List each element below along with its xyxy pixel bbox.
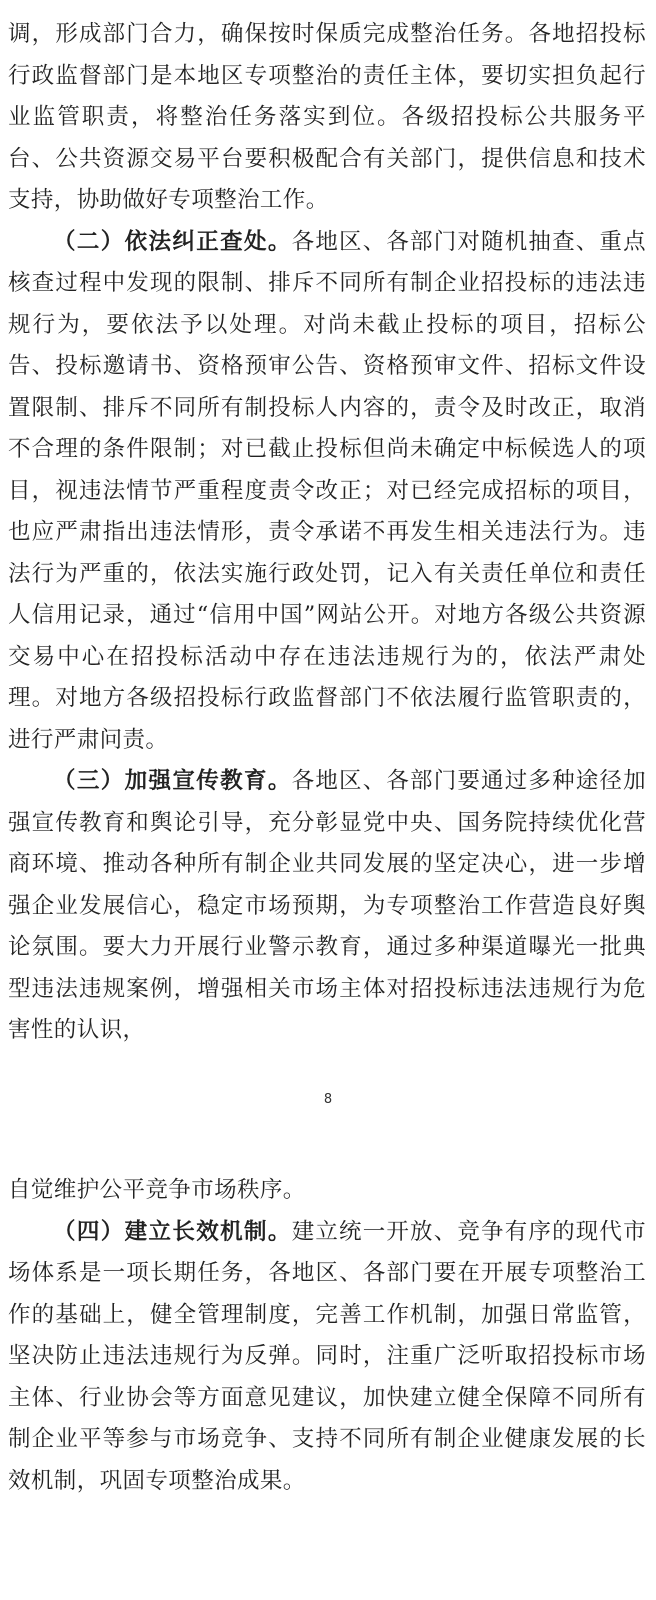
paragraph-section-3-publicity — [8, 761, 646, 1052]
paragraph-body-text: 各地区、各部门要通过多种途径加强宣传教育和舆论引导，充分彰显党中央、国务院持续优化营商环境、推动各种所有制企业共同发展的坚定决心，进一步增强企业发展信心，稳定市场预期，为专项整治工作营造良好舆论氛围。要大力开展行业警示教育，通过多种渠道曝光一批典型违法违规案例，增强相关市场主体对招投标违法违规行为危害性的认识， — [8, 768, 646, 1043]
section-heading-2: （二）依法纠正查处。 — [53, 228, 292, 255]
page-upper-text-block — [8, 14, 646, 1052]
paragraph-section-2-correction — [8, 222, 646, 762]
section-heading-3: （三）加强宣传教育。 — [53, 768, 292, 794]
section-heading-4: （四）建立长效机制。 — [53, 1218, 292, 1245]
paragraph-body-text: 建立统一开放、竞争有序的现代市场体系是一项长期任务，各地区、各部门要在开展专项整治工作的基础上，健全管理制度，完善工作机制，加强日常监管，坚决防止违法违规行为反弹。同时，注重广泛听取招投标市场主体、行业协会等方面意见建议，加快建立健全保障不同所有制企业平等参与市场竞争、支持不同所有制企业健康发展的长效机制，巩固专项整治成果。 — [8, 1218, 646, 1494]
paragraph-body-text: 各地区、各部门对随机抽查、重点核查过程中发现的限制、排斥不同所有制企业招投标的违法违规行为，要依法予以处理。对尚未截止投标的项目，招标公告、投标邀请书、资格预审公告、资格预审文件、招标文件设置限制、排斥不同所有制投标人内容的，责令及时改正，取消不合理的条件限制；对已截止投标但尚未确定中标候选人的项目，视违法情节严重程度责令改正；对已经完成招标的项目，也应严肃指出违法情形，责令承诺不再发生相关违法行为。违法行为严重的，依法实施行政处罚，记入有关责任单位和责任人信用记录，通过“信用中国”网站公开。对地方各级公共资源交易中心在招投标活动中存在违法违规行为的，依法严肃处理。对地方各级招投标行政监督部门不依法履行监管职责的，进行严肃问责。 — [8, 228, 646, 753]
paragraph-continuation-task-responsibility — [8, 14, 646, 222]
paragraph-body-text: 自觉维护公平竞争市场秩序。 — [8, 1177, 306, 1203]
paragraph-continuation-fair-competition — [8, 1170, 646, 1212]
paragraph-section-4-long-term-mechanism — [8, 1212, 646, 1503]
paragraph-body-text: 调，形成部门合力，确保按时保质完成整治任务。各地招投标行政监督部门是本地区专项整治的责任主体，要切实担负起行业监管职责，将整治任务落实到位。各级招投标公共服务平台、公共资源交易平台要积极配合有关部门，提供信息和技术支持，协助做好专项整治工作。 — [8, 21, 646, 213]
page-number: 8 — [323, 1092, 333, 1107]
page-lower-text-block — [8, 1170, 646, 1502]
